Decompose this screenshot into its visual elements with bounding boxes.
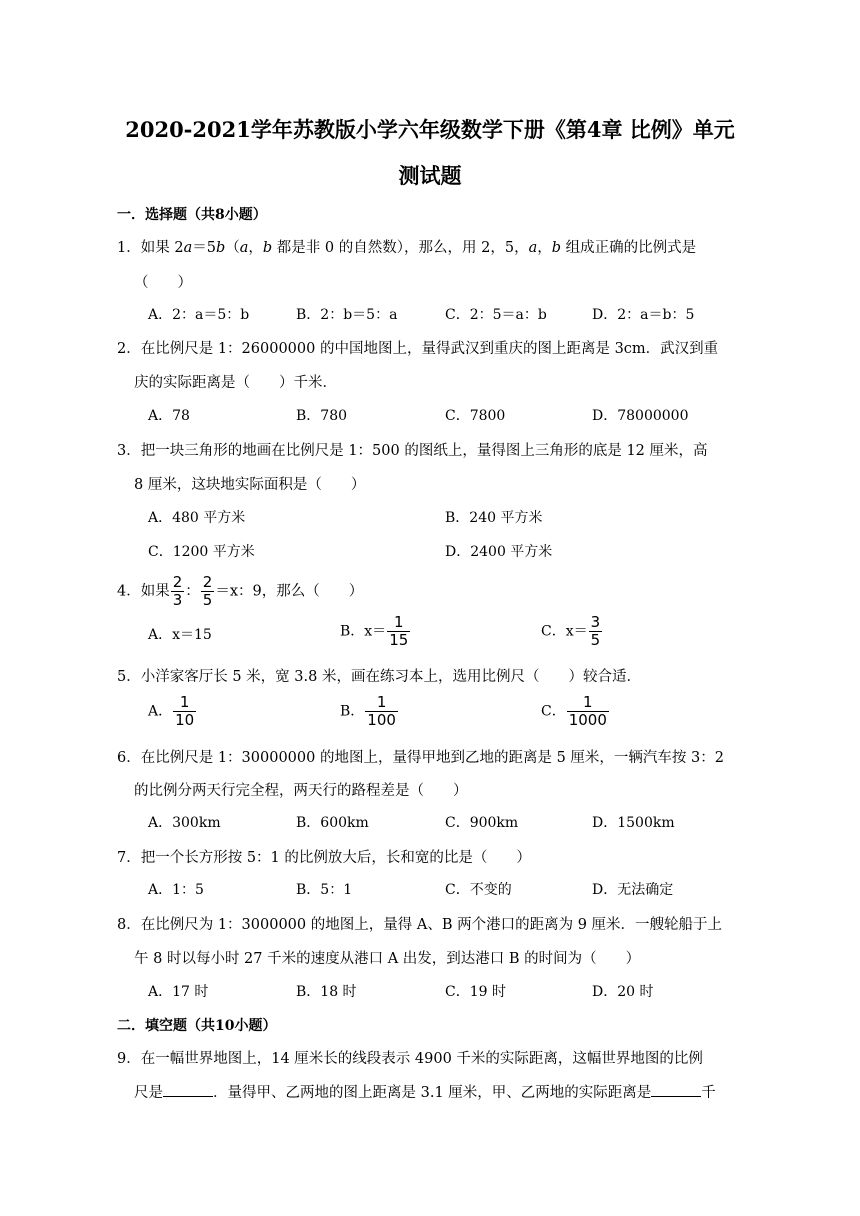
q1-option-c: C．2：5＝a：b	[445, 307, 547, 323]
q7-option-a: A．1：5	[148, 882, 204, 898]
q3-option-b: B．240 平方米	[445, 510, 543, 526]
q3-option-c: C．1200 平方米	[148, 544, 255, 560]
q6-option-c: C．900km	[445, 815, 519, 831]
answer-blank-2[interactable]	[651, 1082, 701, 1097]
q2-option-d: D．78000000	[592, 408, 689, 424]
question-1-line-2: （ ）	[134, 275, 192, 291]
q1-option-b: B．2：b＝5：a	[296, 307, 398, 323]
question-7-line-1: 7．把一个长方形按 5：1 的比例放大后，长和宽的比是（ ）	[117, 850, 531, 866]
q4-option-a: A．x＝15	[148, 627, 212, 643]
answer-blank-1[interactable]	[163, 1082, 213, 1097]
document-title-line-2: 测试题	[398, 163, 462, 188]
question-2-line-1: 2．在比例尺是 1：26000000 的中国地图上，量得武汉到重庆的图上距离是 3cm．武汉到重	[117, 341, 719, 357]
question-4-line-1: 4．如果 $\frac{2}{3}$ ： $\frac{2}{5}$ ＝x：9，那么（ ）	[117, 573, 364, 609]
q2-option-a: A．78	[148, 408, 190, 424]
question-9-line-1: 9．在一幅世界地图上，14 厘米长的线段表示 4900 千米的实际距离，这幅世界地图的比例	[117, 1051, 703, 1067]
q1-option-a: A．2：a＝5：b	[148, 307, 250, 323]
q7-option-b: B．5：1	[296, 882, 353, 898]
q4-option-c: C．x＝ $\frac{3}{5}$	[541, 613, 601, 649]
q8-option-c: C．19 时	[445, 984, 506, 1000]
q2-option-c: C．7800	[445, 408, 506, 424]
q5-option-b: B． $\frac{1}{100}$	[340, 693, 396, 729]
q4-option-b: B．x＝ $\frac{1}{15}$	[340, 613, 409, 649]
question-6-line-2: 的比例分两天行完全程，两天行的路程差是（ ）	[134, 783, 468, 799]
question-8-line-1: 8．在比例尺为 1：3000000 的地图上，量得 A、B 两个港口的距离为 9 厘米．一艘轮船于上	[117, 917, 723, 933]
question-9-line-2: 尺是 ．量得甲、乙两地的图上距离是 3.1 厘米，甲、乙两地的实际距离是 千	[134, 1081, 716, 1102]
fraction-two-thirds: $\frac{2}{3}$	[172, 573, 183, 609]
q2-option-b: B．780	[296, 408, 348, 424]
q3-option-d: D．2400 平方米	[445, 544, 553, 560]
question-6-line-1: 6．在比例尺是 1：30000000 的地图上，量得甲地到乙地的距离是 5 厘米，一辆汽车按 3：2	[117, 750, 724, 766]
fraction-two-fifths: $\frac{2}{5}$	[202, 573, 213, 609]
q7-option-c: C．不变的	[445, 882, 512, 898]
question-3-line-2: 8 厘米，这块地实际面积是（ ）	[134, 477, 366, 493]
q6-option-d: D．1500km	[592, 815, 675, 831]
q7-option-d: D．无法确定	[592, 882, 674, 898]
q8-option-a: A．17 时	[148, 984, 209, 1000]
question-5-line-1: 5．小洋家客厅长 5 米，宽 3.8 米，画在练习本上，选用比例尺（ ）较合适．	[117, 669, 641, 685]
question-1-line-1: 1．如果 2a＝5b（a，b 都是非 0 的自然数），那么，用 2，5，a，b 组成正确的比例式是	[117, 240, 697, 256]
question-2-line-2: 庆的实际距离是（ ）千米．	[134, 375, 337, 391]
section-heading-choice: 一．选择题（共8小题）	[117, 207, 267, 223]
q6-option-a: A．300km	[148, 815, 221, 831]
q5-option-a: A． $\frac{1}{10}$	[148, 693, 195, 729]
q8-option-b: B．18 时	[296, 984, 357, 1000]
q8-option-d: D．20 时	[592, 984, 654, 1000]
question-8-line-2: 午 8 时以每小时 27 千米的速度从港口 A 出发，到达港口 B 的时间为（ ）	[134, 951, 641, 967]
document-title-line-1: 2020-2021学年苏教版小学六年级数学下册《第4章 比例》单元	[125, 117, 735, 142]
question-3-line-1: 3．把一块三角形的地画在比例尺是 1：500 的图纸上，量得图上三角形的底是 12 厘米，高	[117, 443, 708, 459]
section-heading-fill-blank: 二．填空题（共10小题）	[117, 1018, 277, 1034]
q3-option-a: A．480 平方米	[148, 510, 246, 526]
q5-option-c: C． $\frac{1}{1000}$	[541, 693, 607, 729]
q6-option-b: B．600km	[296, 815, 369, 831]
q1-option-d: D．2：a＝b：5	[592, 307, 695, 323]
